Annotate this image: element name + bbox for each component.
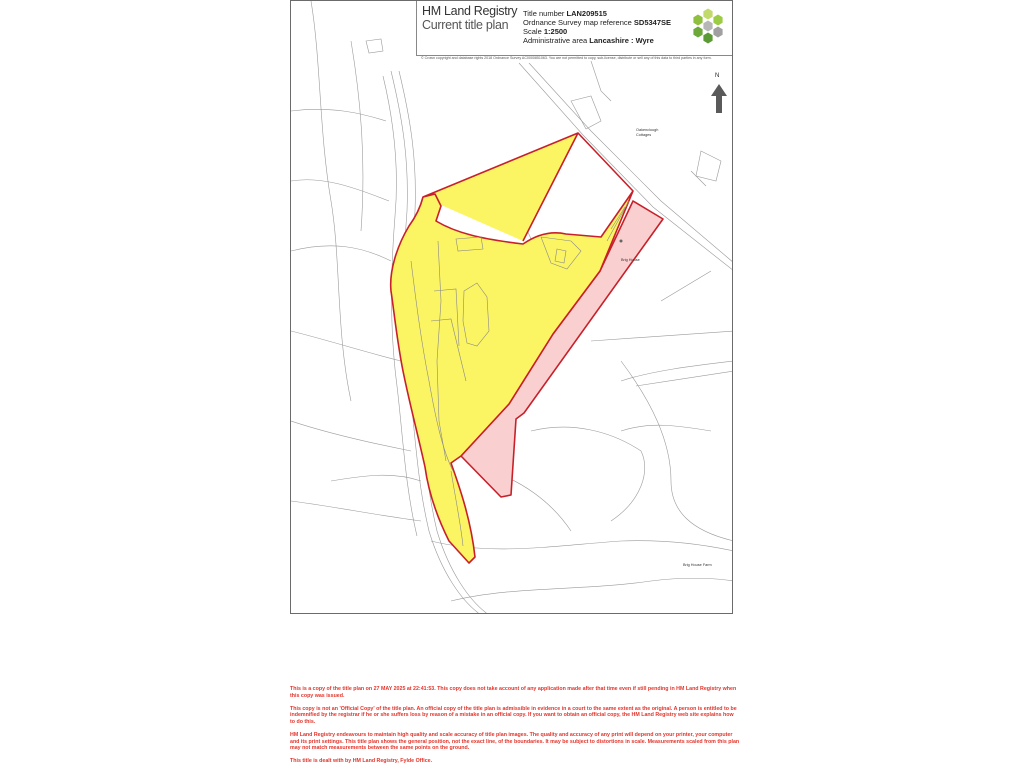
map-label-cottages-2: Cottages — [636, 133, 652, 137]
north-arrow-icon — [711, 84, 727, 113]
map-label-farm: Brig House Farm — [683, 563, 712, 567]
copyright-notice: © Crown copyright and database rights 2018 Ordnance Survey AC0000851063. You are not permitted to copy, sub-license, distribute or sell any of this data to third parties in any form. — [421, 56, 712, 60]
scale-label: Scale — [523, 27, 542, 36]
map-drawing — [291, 1, 733, 614]
title-number: LAN209515 — [566, 9, 607, 18]
admin-area: Lancashire : Wyre — [589, 36, 654, 45]
notice-copy-date: This is a copy of the title plan on 27 MAY 2025 at 22:41:53. This copy does not take account of any application made after that time even if still pending in HM Land Registry when this copy was issued. — [290, 686, 737, 699]
map-label-cottages-1: Oakenclough — [636, 128, 659, 132]
north-label: N — [715, 73, 720, 79]
title-number-label: Title number — [523, 9, 565, 18]
title-plan-map — [290, 0, 733, 614]
building-marker — [620, 240, 623, 243]
map-label-brig-house: Brig House — [621, 258, 640, 262]
admin-area-row — [523, 36, 654, 45]
title-extent — [391, 133, 633, 563]
os-ref-row — [523, 18, 671, 27]
notice-official-copy: This copy is not an 'Official Copy' of the title plan. An official copy of the title plan is admissible in evidence in a court to the same extent as the original. A person is entitled to be indemnified by the registrar if he or she suffers loss by reason of a mistake in an official copy. If you want to obtain an official copy, the HM Land Registry web site explains how to do this. — [290, 705, 737, 725]
disclaimer-notice — [290, 686, 740, 771]
hm-land-registry-logo-icon — [688, 6, 728, 46]
scale-value: 1:2500 — [543, 27, 568, 36]
scale-row — [523, 27, 567, 36]
title-header — [416, 1, 733, 56]
os-ref: SD5347SE — [633, 18, 672, 27]
title-number-row — [523, 9, 607, 18]
admin-area-label: Administrative area — [523, 36, 588, 45]
notice-accuracy: HM Land Registry endeavours to maintain high quality and scale accuracy of title plan images. The quality and accuracy of any print will depend on your printer, your computer and its print settings. This title plan shows the general position, not the exact line, of the boundaries. It may be subject to distortions in scale. Measurements scaled from this plan may not match measurements between the same points on the ground. — [290, 731, 740, 752]
brand-name: HM Land Registry — [422, 4, 518, 18]
brand-subtitle: Current title plan — [422, 18, 509, 32]
notice-office: This title is dealt with by HM Land Registry, Fylde Office. — [290, 758, 433, 765]
os-ref-label: Ordnance Survey map reference — [523, 18, 632, 27]
